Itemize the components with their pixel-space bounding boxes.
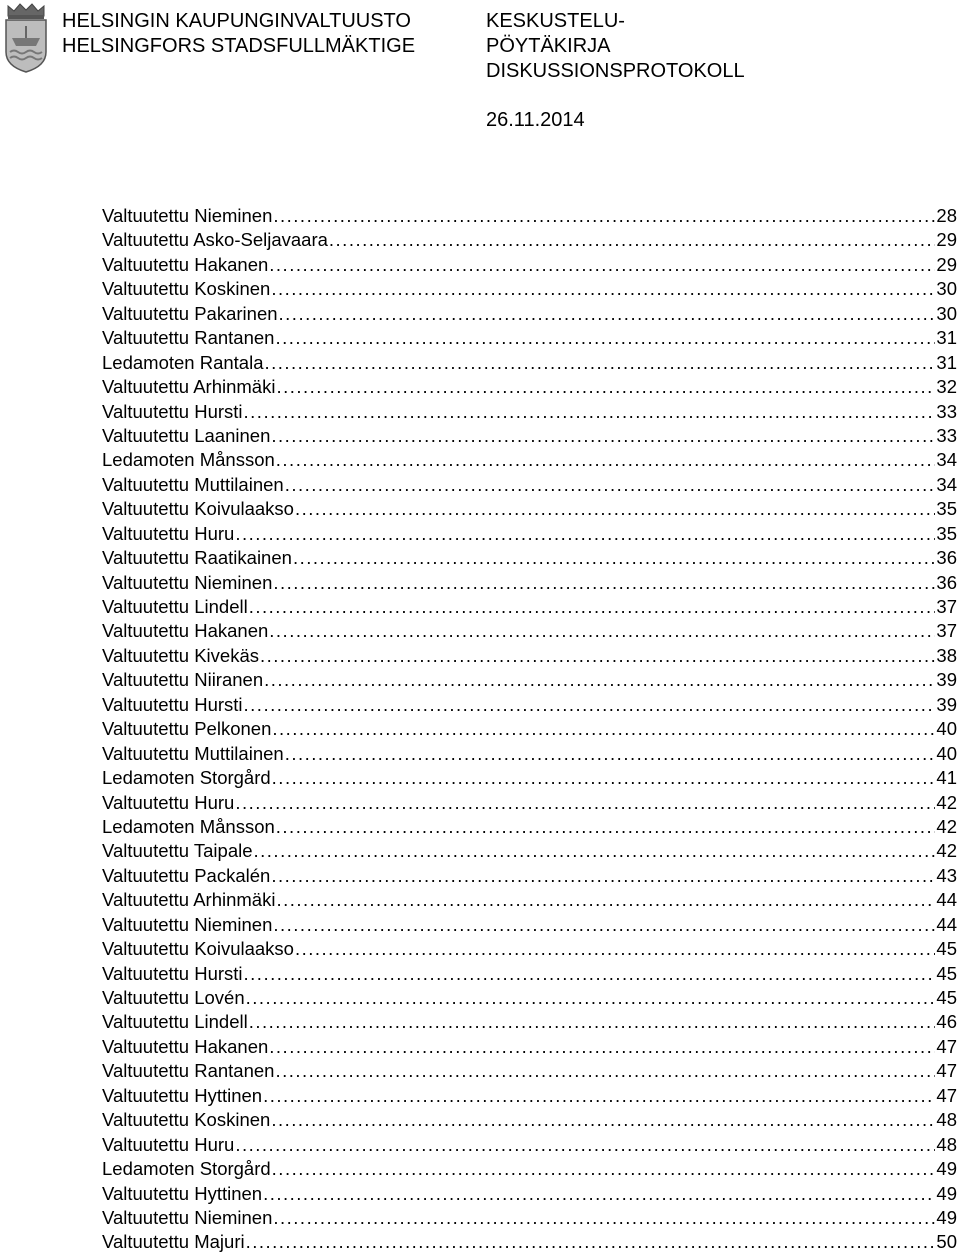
toc-dot-leader bbox=[295, 497, 935, 521]
toc-entry-page-number: 40 bbox=[936, 718, 957, 740]
toc-entry-speaker: Ledamoten Månsson bbox=[102, 449, 275, 471]
toc-entry-speaker: Valtuutettu Nieminen bbox=[102, 571, 273, 593]
toc-dot-leader bbox=[276, 375, 935, 399]
toc-entry-speaker: Valtuutettu Hakanen bbox=[102, 253, 269, 275]
toc-entry[interactable] bbox=[102, 839, 957, 863]
toc-entry[interactable] bbox=[102, 937, 957, 961]
toc-entry[interactable] bbox=[102, 742, 957, 766]
toc-entry[interactable] bbox=[102, 1059, 957, 1083]
toc-entry-page-number: 38 bbox=[936, 644, 957, 666]
toc-entry-speaker: Valtuutettu Taipale bbox=[102, 840, 253, 862]
document-type bbox=[486, 9, 745, 84]
toc-dot-leader bbox=[263, 1084, 935, 1108]
toc-dot-leader bbox=[269, 253, 935, 277]
toc-entry-speaker: Valtuutettu Raatikainen bbox=[102, 547, 292, 569]
toc-entry-page-number: 35 bbox=[936, 522, 957, 544]
toc-entry[interactable] bbox=[102, 1108, 957, 1132]
toc-entry[interactable] bbox=[102, 277, 957, 301]
toc-entry[interactable] bbox=[102, 326, 957, 350]
toc-dot-leader bbox=[273, 1206, 935, 1230]
toc-entry[interactable] bbox=[102, 448, 957, 472]
toc-entry[interactable] bbox=[102, 1084, 957, 1108]
toc-entry-speaker: Valtuutettu Rantanen bbox=[102, 1060, 275, 1082]
toc-entry-page-number: 33 bbox=[936, 400, 957, 422]
toc-entry-page-number: 44 bbox=[936, 889, 957, 911]
toc-entry-speaker: Valtuutettu Packalén bbox=[102, 864, 271, 886]
toc-entry-speaker: Valtuutettu Nieminen bbox=[102, 1206, 273, 1228]
toc-entry[interactable] bbox=[102, 375, 957, 399]
toc-entry-speaker: Valtuutettu Kivekäs bbox=[102, 644, 259, 666]
toc-dot-leader bbox=[275, 1059, 935, 1083]
toc-dot-leader bbox=[271, 1108, 935, 1132]
toc-dot-leader bbox=[249, 595, 936, 619]
toc-entry-page-number: 49 bbox=[936, 1158, 957, 1180]
toc-dot-leader bbox=[260, 644, 935, 668]
toc-entry-page-number: 32 bbox=[936, 376, 957, 398]
toc-entry[interactable] bbox=[102, 302, 957, 326]
toc-entry[interactable] bbox=[102, 791, 957, 815]
toc-entry-speaker: Valtuutettu Hursti bbox=[102, 962, 243, 984]
toc-entry-page-number: 31 bbox=[936, 351, 957, 373]
toc-entry-page-number: 49 bbox=[936, 1182, 957, 1204]
toc-entry[interactable] bbox=[102, 962, 957, 986]
toc-dot-leader bbox=[244, 962, 936, 986]
toc-entry-page-number: 30 bbox=[936, 302, 957, 324]
helsinki-coat-of-arms-logo bbox=[2, 2, 50, 74]
toc-entry[interactable] bbox=[102, 668, 957, 692]
toc-entry[interactable] bbox=[102, 864, 957, 888]
toc-dot-leader bbox=[235, 791, 935, 815]
document-type-line-3: DISKUSSIONSPROTOKOLL bbox=[486, 60, 745, 82]
toc-entry-speaker: Valtuutettu Niiranen bbox=[102, 669, 264, 691]
organization-name bbox=[62, 9, 415, 59]
toc-dot-leader bbox=[263, 1182, 935, 1206]
toc-dot-leader bbox=[244, 693, 936, 717]
toc-entry[interactable] bbox=[102, 424, 957, 448]
document-type-line-1: KESKUSTELU- bbox=[486, 10, 625, 32]
toc-dot-leader bbox=[246, 986, 936, 1010]
toc-entry-page-number: 44 bbox=[936, 913, 957, 935]
toc-dot-leader bbox=[293, 546, 935, 570]
toc-entry-speaker: Valtuutettu Hakanen bbox=[102, 1035, 269, 1057]
toc-entry[interactable] bbox=[102, 497, 957, 521]
toc-entry[interactable] bbox=[102, 204, 957, 228]
toc-entry[interactable] bbox=[102, 888, 957, 912]
toc-entry-page-number: 37 bbox=[936, 620, 957, 642]
toc-entry-page-number: 42 bbox=[936, 791, 957, 813]
toc-entry-page-number: 41 bbox=[936, 767, 957, 789]
toc-entry-page-number: 49 bbox=[936, 1206, 957, 1228]
toc-entry-page-number: 33 bbox=[936, 424, 957, 446]
toc-entry[interactable] bbox=[102, 571, 957, 595]
toc-entry-speaker: Valtuutettu Arhinmäki bbox=[102, 889, 276, 911]
toc-entry[interactable] bbox=[102, 913, 957, 937]
toc-entry-page-number: 47 bbox=[936, 1084, 957, 1106]
table-of-contents bbox=[102, 204, 957, 1255]
toc-entry[interactable] bbox=[102, 522, 957, 546]
toc-dot-leader bbox=[275, 326, 935, 350]
toc-entry-speaker: Ledamoten Rantala bbox=[102, 351, 264, 373]
toc-entry-speaker: Valtuutettu Nieminen bbox=[102, 913, 273, 935]
toc-dot-leader bbox=[271, 277, 935, 301]
toc-entry-speaker: Valtuutettu Majuri bbox=[102, 1231, 245, 1253]
toc-entry[interactable] bbox=[102, 693, 957, 717]
coat-of-arms-icon bbox=[2, 2, 50, 74]
toc-dot-leader bbox=[235, 522, 935, 546]
toc-entry[interactable] bbox=[102, 717, 957, 741]
toc-entry-speaker: Valtuutettu Huru bbox=[102, 791, 235, 813]
toc-dot-leader bbox=[264, 668, 935, 692]
toc-entry[interactable] bbox=[102, 473, 957, 497]
toc-entry-page-number: 30 bbox=[936, 278, 957, 300]
toc-dot-leader bbox=[273, 913, 935, 937]
toc-dot-leader bbox=[273, 571, 935, 595]
toc-entry-speaker: Valtuutettu Asko-Seljavaara bbox=[102, 229, 328, 251]
toc-entry[interactable] bbox=[102, 1035, 957, 1059]
toc-entry-page-number: 29 bbox=[936, 253, 957, 275]
toc-entry-page-number: 48 bbox=[936, 1109, 957, 1131]
toc-dot-leader bbox=[273, 204, 935, 228]
toc-dot-leader bbox=[269, 619, 935, 643]
toc-entry[interactable] bbox=[102, 351, 957, 375]
toc-entry[interactable] bbox=[102, 595, 957, 619]
toc-dot-leader bbox=[272, 1157, 936, 1181]
toc-entry-speaker: Valtuutettu Muttilainen bbox=[102, 473, 284, 495]
toc-entry-page-number: 50 bbox=[936, 1231, 957, 1253]
toc-entry-page-number: 47 bbox=[936, 1060, 957, 1082]
toc-entry[interactable] bbox=[102, 1157, 957, 1181]
toc-entry[interactable] bbox=[102, 986, 957, 1010]
toc-entry-speaker: Valtuutettu Lovén bbox=[102, 987, 245, 1008]
toc-entry[interactable] bbox=[102, 546, 957, 570]
toc-dot-leader bbox=[271, 424, 935, 448]
toc-entry-page-number: 46 bbox=[936, 1011, 957, 1033]
toc-entry-page-number: 35 bbox=[936, 498, 957, 520]
toc-entry[interactable] bbox=[102, 644, 957, 668]
toc-entry-page-number: 31 bbox=[936, 327, 957, 349]
toc-entry-page-number: 45 bbox=[936, 962, 957, 984]
toc-entry-page-number: 42 bbox=[936, 815, 957, 837]
toc-entry-speaker: Valtuutettu Hursti bbox=[102, 400, 243, 422]
toc-entry[interactable] bbox=[102, 619, 957, 643]
toc-entry[interactable] bbox=[102, 766, 957, 790]
document-type-line-2: PÖYTÄKIRJA bbox=[486, 35, 611, 57]
organization-name-finnish: HELSINGIN KAUPUNGINVALTUUSTO bbox=[62, 10, 411, 32]
toc-dot-leader bbox=[285, 473, 936, 497]
toc-dot-leader bbox=[329, 228, 936, 252]
toc-entry-page-number: 34 bbox=[936, 449, 957, 471]
toc-entry-speaker: Valtuutettu Pelkonen bbox=[102, 718, 272, 740]
toc-entry-page-number: 42 bbox=[936, 840, 957, 862]
toc-dot-leader bbox=[254, 839, 936, 863]
toc-dot-leader bbox=[295, 937, 935, 961]
toc-dot-leader bbox=[249, 1010, 936, 1034]
toc-entry[interactable] bbox=[102, 815, 957, 839]
toc-entry-speaker: Valtuutettu Koivulaakso bbox=[102, 938, 294, 960]
toc-entry-page-number: 34 bbox=[936, 473, 957, 495]
toc-entry-speaker: Valtuutettu Lindell bbox=[102, 1011, 248, 1033]
toc-entry-page-number: 28 bbox=[936, 205, 957, 226]
toc-entry-page-number: 48 bbox=[936, 1133, 957, 1155]
toc-dot-leader bbox=[276, 888, 935, 912]
toc-dot-leader bbox=[264, 351, 935, 375]
toc-entry-page-number: 29 bbox=[936, 229, 957, 251]
toc-entry-speaker: Valtuutettu Arhinmäki bbox=[102, 376, 276, 398]
toc-entry[interactable] bbox=[102, 253, 957, 277]
toc-entry-speaker: Valtuutettu Huru bbox=[102, 1133, 235, 1155]
document-date: 26.11.2014 bbox=[486, 109, 585, 131]
toc-entry-speaker: Valtuutettu Koivulaakso bbox=[102, 498, 294, 520]
toc-dot-leader bbox=[276, 448, 936, 472]
toc-entry-speaker: Valtuutettu Rantanen bbox=[102, 327, 275, 349]
toc-entry-speaker: Valtuutettu Lindell bbox=[102, 596, 248, 617]
toc-dot-leader bbox=[276, 815, 936, 839]
toc-entry-speaker: Valtuutettu Pakarinen bbox=[102, 302, 278, 324]
toc-entry[interactable] bbox=[102, 1010, 957, 1034]
toc-entry-speaker: Valtuutettu Koskinen bbox=[102, 1109, 271, 1131]
toc-entry[interactable] bbox=[102, 1230, 957, 1254]
toc-entry-speaker: Valtuutettu Koskinen bbox=[102, 278, 271, 300]
toc-entry-page-number: 47 bbox=[936, 1035, 957, 1057]
toc-entry[interactable] bbox=[102, 1182, 957, 1206]
organization-name-swedish: HELSINGFORS STADSFULLMÄKTIGE bbox=[62, 35, 416, 57]
toc-entry-page-number: 45 bbox=[936, 987, 957, 1008]
toc-entry-page-number: 39 bbox=[936, 669, 957, 691]
toc-entry-speaker: Valtuutettu Hursti bbox=[102, 693, 243, 715]
toc-dot-leader bbox=[246, 1230, 936, 1254]
toc-entry-speaker: Valtuutettu Hyttinen bbox=[102, 1084, 263, 1106]
toc-dot-leader bbox=[279, 302, 936, 326]
toc-entry-speaker: Ledamoten Storgård bbox=[102, 1158, 271, 1180]
toc-entry-speaker: Ledamoten Månsson bbox=[102, 815, 275, 837]
toc-entry-speaker: Valtuutettu Hyttinen bbox=[102, 1182, 263, 1204]
toc-entry-page-number: 37 bbox=[936, 596, 957, 617]
toc-entry-speaker: Valtuutettu Hakanen bbox=[102, 620, 269, 642]
toc-dot-leader bbox=[235, 1133, 935, 1157]
toc-entry-speaker: Valtuutettu Nieminen bbox=[102, 205, 273, 226]
toc-entry-page-number: 45 bbox=[936, 938, 957, 960]
toc-entry-page-number: 39 bbox=[936, 693, 957, 715]
toc-entry-page-number: 36 bbox=[936, 547, 957, 569]
toc-entry[interactable] bbox=[102, 400, 957, 424]
toc-dot-leader bbox=[244, 400, 936, 424]
toc-entry-speaker: Valtuutettu Huru bbox=[102, 522, 235, 544]
toc-entry-speaker: Valtuutettu Muttilainen bbox=[102, 742, 284, 764]
toc-dot-leader bbox=[269, 1035, 935, 1059]
toc-dot-leader bbox=[272, 766, 936, 790]
toc-dot-leader bbox=[271, 864, 935, 888]
toc-dot-leader bbox=[272, 717, 935, 741]
toc-entry[interactable] bbox=[102, 1206, 957, 1230]
toc-entry-speaker: Valtuutettu Laaninen bbox=[102, 424, 271, 446]
toc-entry[interactable] bbox=[102, 228, 957, 252]
toc-dot-leader bbox=[285, 742, 936, 766]
toc-entry[interactable] bbox=[102, 1133, 957, 1157]
toc-entry-page-number: 36 bbox=[936, 571, 957, 593]
toc-entry-speaker: Ledamoten Storgård bbox=[102, 767, 271, 789]
toc-entry-page-number: 40 bbox=[936, 742, 957, 764]
toc-entry-page-number: 43 bbox=[936, 864, 957, 886]
